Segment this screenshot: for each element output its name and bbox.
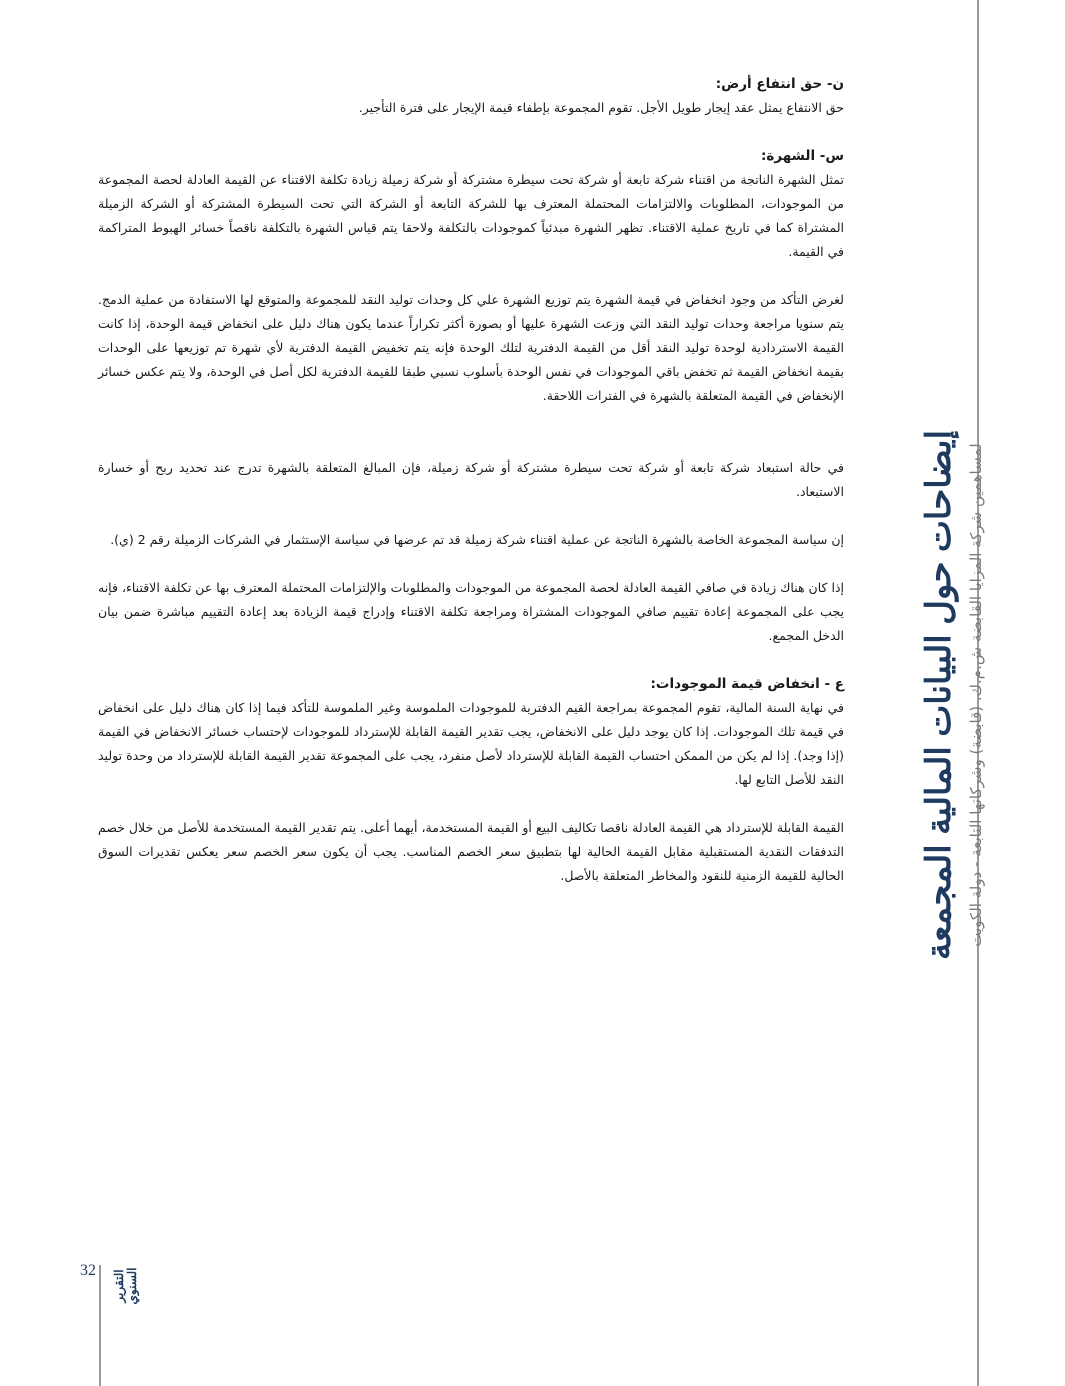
paragraph: تمثل الشهرة الناتجة من اقتناء شركة تابعة أو شركة تحت سيطرة مشتركة أو شركة زميلة زيادة تكلفة الاقتناء عن القيمة العادلة لحصة المجموعة من الموجودات، المطلوبات والالتزامات المحتملة المعترف بها للشركة التابعة أو الشركة التي تحت السيطرة المشتركة أو الشركة الزميلة المشتراة كما في تاريخ عملية الاقتناء. تظهر الشهرة مبدئياً كموجودات بالتكلفة ولاحقا يتم قياس الشهرة بالتكلفة ناقصاً خسائر الهبوط المتراكمة في القيمة. — [98, 172, 844, 259]
paragraph: لغرض التأكد من وجود انخفاض في قيمة الشهرة يتم توزيع الشهرة علي كل وحدات توليد النقد للمجموعة والمتوقع لها الاستفادة من عملية الدمج. يتم سنويا مراجعة وحدات توليد النقد التي وزعت الشهرة عليها أو بصورة أكثر تكراراً عندما يكون هناك دليل على انخفاض قيمة الوحدة، إذا كانت القيمة الاستردادية لوحدة توليد النقد أقل من القيمة الدفترية لتلك الوحدة فإنه يتم تخفيض القيمة الدفترية لأي شهرة تم توزيعها على الوحدات بقيمة انخفاض القيمة ثم تخفض باقي الموجودات في نفس الوحدة بأسلوب نسبي طبقا للقيمة الدفترية لكل أصل في الوحدة، ولا يتم عكس خسائر الإنخفاض في القيمة المتعلقة بالشهرة في الفترات اللاحقة. — [98, 292, 844, 403]
paragraph: في حالة استبعاد شركة تابعة أو شركة تحت سيطرة مشتركة أو شركة زميلة، فإن المبالغ المتعلقة بالشهرة تدرج عند تحديد ربح أو خسارة الاستبعاد. — [98, 460, 844, 499]
logo-line-1: التقرير — [112, 1269, 126, 1303]
paragraph: في نهاية السنة المالية، تقوم المجموعة بمراجعة القيم الدفترية للموجودات الملموسة وغير الملموسة للتأكد فيما إذا كان هناك دليل على انخفاض في قيمة تلك الموجودات. إذا كان يوجد دليل على الانخفاض، يجب تقدير القيمة القابلة للإسترداد للموجودات لإحتساب خسائر الانخفاض في القيمة (إذا وجد). إذا لم يكن من الممكن احتساب القيمة القابلة للإسترداد لأصل منفرد، يجب على المجموعة تقدير القيمة القابلة للإسترداد من وحدة توليد النقد للأصل التابع لها. — [98, 700, 844, 787]
paragraph: إن سياسة المجموعة الخاصة بالشهرة الناتجة عن عملية اقتناء شركة زميلة قد تم عرضها في سياسة الإستثمار في الشركات الزميلة رقم 2 (ي). — [110, 532, 844, 547]
sidebar-subtitle: لمساهمين شركة المزايا القابضة ش.م.ك. (قابضة) وشركاتها التابعة - دولة الكويت — [967, 443, 985, 947]
document-body — [98, 72, 844, 888]
paragraph: القيمة القابلة للإسترداد هي القيمة العادلة ناقصا تكاليف البيع أو القيمة المستخدمة، أيهما أعلى. يتم تقدير القيمة المستخدمة للأصل من خلال خصم التدفقات النقدية المستقبلية مقابل القيمة الحالية لها بتطبيق سعر الخصم المناسب. يجب أن يكون سعر الخصم سعر يعكس تقديرات السوق الحالية للقيمة الزمنية للنقود والمخاطر المتعلقة بالأصل. — [98, 820, 844, 883]
section-heading-goodwill: س- الشهرة: — [760, 148, 844, 164]
page-number: 32 — [80, 1262, 96, 1279]
paragraph: حق الانتفاع يمثل عقد إيجار طويل الأجل. تقوم المجموعة بإطفاء قيمة الإيجار على فترة التأجير. — [358, 100, 844, 115]
sidebar-title: إيضاحات حول البيانات المالية المجمعة — [920, 429, 958, 961]
logo-line-2: السنوي — [125, 1267, 139, 1305]
section-heading-land-usufruct: ن- حق انتفاع أرض: — [715, 76, 844, 92]
footer-divider — [99, 1265, 101, 1386]
annual-report-logo — [106, 1264, 146, 1308]
section-heading-asset-impairment: ع - انخفاض قيمة الموجودات: — [650, 676, 844, 692]
paragraph: إذا كان هناك زيادة في صافي القيمة العادلة لحصة المجموعة من الموجودات والمطلوبات والإلتزامات المحتملة المعترف بها عن تكلفة الاقتناء، فإنه يجب على المجموعة إعادة تقييم صافي الموجودات المشتراة ومراجعة تكلفة الاقتناء وإدراج قيمة الزيادة بعد إعادة التقييم مباشرة ضمن بيان الدخل المجمع. — [98, 580, 844, 643]
